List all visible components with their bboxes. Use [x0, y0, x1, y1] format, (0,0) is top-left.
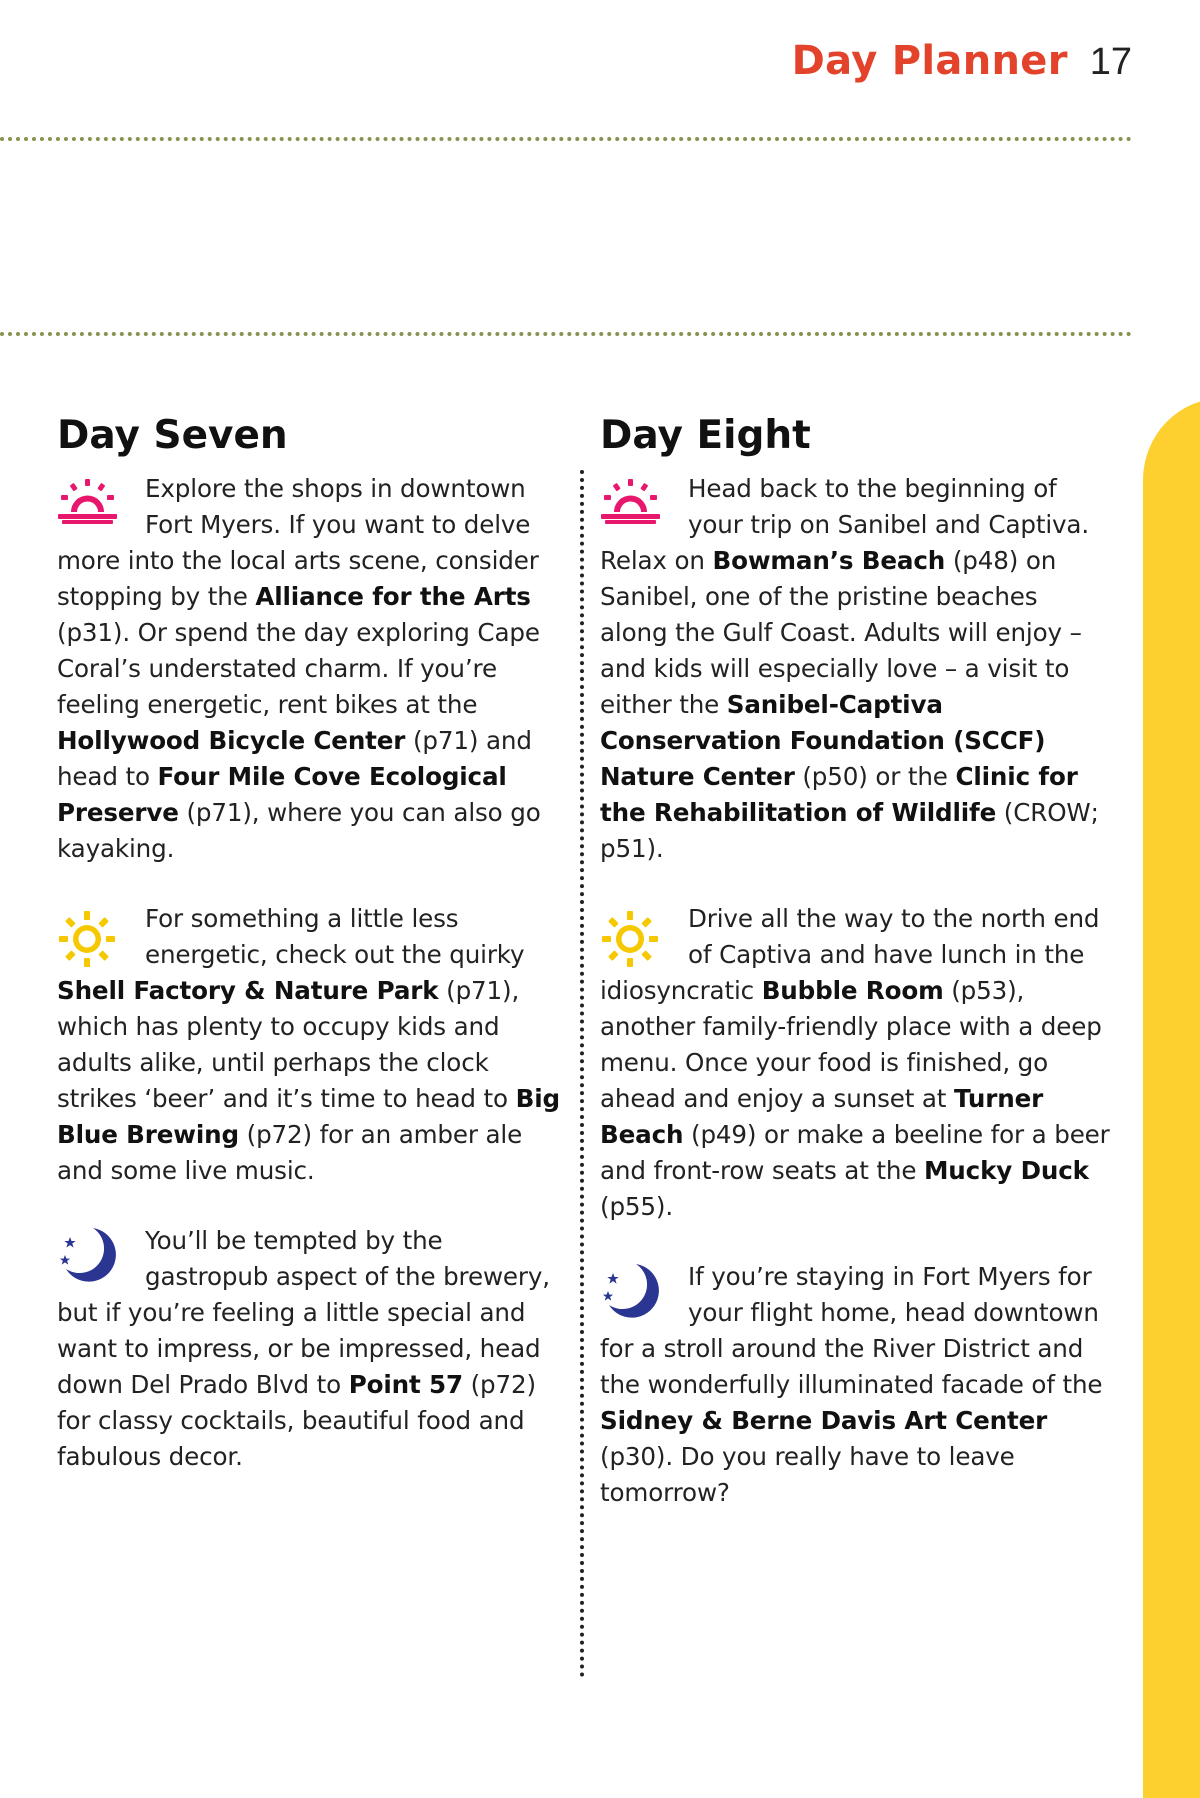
body-text: (p49) or make a beeline for a beer and front-row seats at the [600, 1120, 1110, 1185]
dotted-rule-bottom [0, 332, 1132, 336]
bold-place-name: Point 57 [348, 1370, 463, 1399]
bold-place-name: Bowman’s Beach [712, 546, 946, 575]
body-text: Drive all the way to the north end of Captiva and have lunch in the idiosyncratic [600, 904, 1100, 1005]
body-text: (CROW; p51). [600, 798, 1099, 863]
body-text: (p30). Do you really have to leave tomorrow? [600, 1442, 1015, 1507]
body-text: (p31). Or spend the day exploring Cape Coral’s understated charm. If you’re feeling energetic, rent bikes at the [57, 618, 540, 719]
body-text: If you’re staying in Fort Myers for your flight home, head downtown for a stroll around the River District and the wonderfully illuminated facade of the [600, 1262, 1103, 1399]
bold-place-name: Shell Factory & Nature Park [57, 976, 439, 1005]
day-seven-afternoon [57, 901, 567, 1189]
day-eight-column [600, 412, 1112, 1511]
day-eight-evening [600, 1259, 1112, 1511]
body-text: (p71), which has plenty to occupy kids and adults alike, until perhaps the clock strikes ‘beer’ and it’s time to head to [57, 976, 520, 1113]
bold-place-name: Clinic for the Rehabilitation of Wildlife [600, 762, 1078, 827]
bold-place-name: Bubble Room [761, 976, 944, 1005]
body-text: (p55). [600, 1192, 674, 1221]
page-number: 17 [1089, 41, 1132, 83]
body-text: (p48) on Sanibel, one of the pristine beaches along the Gulf Coast. Adults will enjoy – and kids will especially love – a visit to either the [600, 546, 1082, 719]
day-seven-column [57, 412, 567, 1475]
bold-place-name: Sidney & Berne Davis Art Center [600, 1406, 1048, 1435]
moon-icon [57, 1223, 143, 1289]
yellow-side-tab [1143, 398, 1200, 1798]
bold-place-name: Turner Beach [600, 1084, 1044, 1149]
day-seven-heading: Day Seven [57, 413, 288, 458]
sun-icon [57, 901, 143, 967]
body-text: (p53), another family-friendly place with a deep menu. Once your food is finished, go ahead and enjoy a sunset at [600, 976, 1102, 1113]
bold-place-name: Big Blue Brewing [57, 1084, 560, 1149]
column-divider [580, 470, 584, 1678]
body-text: (p50) or the [794, 762, 956, 791]
body-text: (p71), where you can also go kayaking. [57, 798, 541, 863]
day-eight-afternoon [600, 901, 1112, 1225]
dotted-rule-top [0, 137, 1132, 141]
moon-icon [600, 1259, 686, 1325]
day-eight-morning [600, 471, 1112, 867]
body-text: You’ll be tempted by the gastropub aspect of the brewery, but if you’re feeling a little special and want to impress, or be impressed, head down Del Prado Blvd to [57, 1226, 550, 1399]
body-text: (p72) for an amber ale and some live music. [57, 1120, 523, 1185]
sunrise-icon [57, 471, 143, 537]
bold-place-name: Alliance for the Arts [255, 582, 531, 611]
bold-place-name: Sanibel-Captiva Conservation Foundation (SCCF) Nature Center [600, 690, 1046, 791]
day-seven-morning [57, 471, 567, 867]
bold-place-name: Mucky Duck [923, 1156, 1089, 1185]
body-text: (p71) and head to [57, 726, 532, 791]
day-seven-evening [57, 1223, 567, 1475]
body-text: (p72) for classy cocktails, beautiful food and fabulous decor. [57, 1370, 536, 1471]
body-text: For something a little less energetic, check out the quirky [145, 904, 525, 969]
sunrise-icon [600, 471, 686, 537]
sun-icon [600, 901, 686, 967]
body-text: Head back to the beginning of your trip on Sanibel and Captiva. Relax on [600, 474, 1089, 575]
page-header [792, 38, 1132, 84]
bold-place-name: Four Mile Cove Ecological Preserve [57, 762, 507, 827]
section-title: Day Planner [791, 38, 1068, 84]
bold-place-name: Hollywood Bicycle Center [57, 726, 406, 755]
body-text: Explore the shops in downtown Fort Myers. If you want to delve more into the local arts scene, consider stopping by the [57, 474, 539, 611]
day-eight-heading: Day Eight [600, 413, 811, 458]
